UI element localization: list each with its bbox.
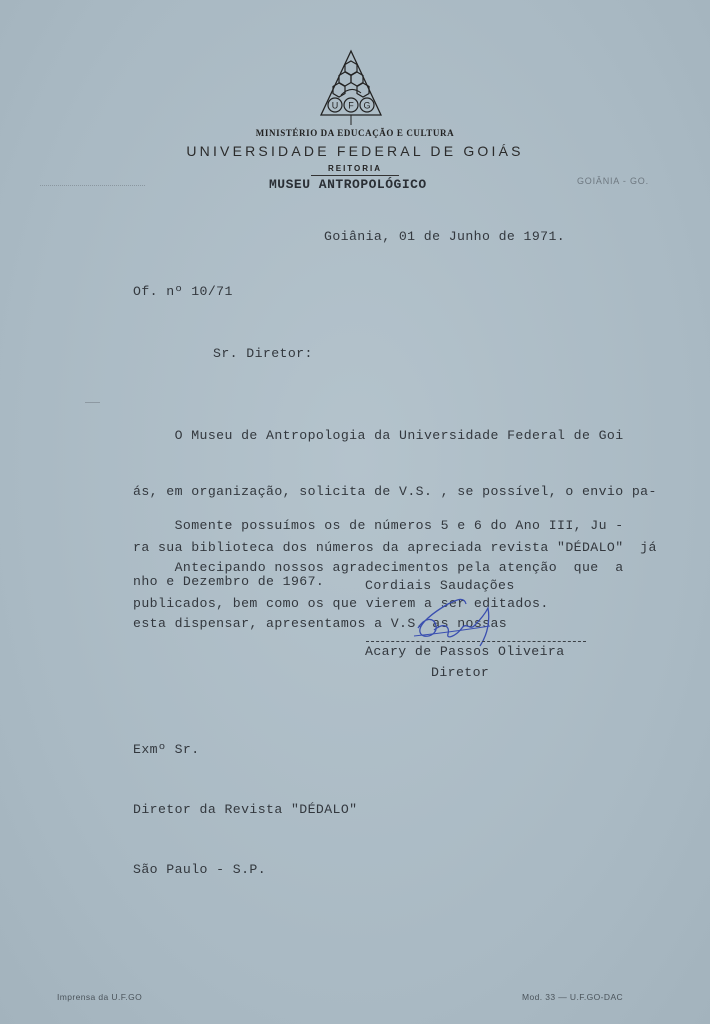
letter-date: Goiânia, 01 de Junho de 1971.	[324, 229, 566, 244]
reference-number: Of. nº 10/71	[133, 284, 233, 299]
paragraph-line: Antecipando nossos agradecimentos pela atenção que a	[133, 560, 624, 576]
letterhead-city: GOIÂNIA - GO.	[577, 176, 649, 186]
ufg-logo	[319, 49, 383, 127]
paragraph-line: nho e Dezembro de 1967.	[133, 573, 325, 589]
paragraph-line: ás, em organização, solicita de V.S. , se possível, o envio pa-	[133, 483, 657, 499]
department-name: MUSEU ANTROPOLÓGICO	[269, 177, 427, 192]
paragraph-line: ra sua biblioteca dos números da apreciada revista "DÉDALO" já	[133, 539, 657, 555]
ministry-name: MINISTÉRIO DA EDUCAÇÃO E CULTURA	[255, 128, 455, 138]
svg-text:F: F	[348, 100, 354, 111]
printer-note: Imprensa da U.F.GO	[57, 992, 143, 1002]
recipient-block	[133, 700, 357, 900]
paragraph-line: publicados, bem como os que vierem a ser editados.	[133, 595, 549, 611]
reitoria-label: REITORIA	[327, 164, 383, 173]
svg-text:U: U	[331, 100, 339, 111]
recipient-line: Exmº Sr.	[133, 742, 200, 757]
university-name: UNIVERSIDADE FEDERAL DE GOIÁS	[186, 143, 524, 159]
recipient-line: Diretor da Revista "DÉDALO"	[133, 802, 358, 817]
paragraph-line: Somente possuímos os de números 5 e 6 do Ano III, Ju -	[133, 518, 624, 534]
recipient-line: São Paulo - S.P.	[133, 862, 267, 877]
signature-line	[366, 641, 586, 642]
form-code: Mod. 33 — U.F.GO-DAC	[522, 992, 624, 1002]
dotted-rule	[40, 185, 145, 186]
salutation: Sr. Diretor:	[213, 346, 313, 361]
signer-title: Diretor	[431, 665, 490, 680]
closing: Cordiais Saudações	[365, 578, 515, 593]
margin-mark	[85, 402, 100, 403]
reitoria-rule	[311, 175, 399, 176]
paragraph-line: esta dispensar, apresentamos a V.S. as nossas	[133, 615, 508, 631]
svg-text:G: G	[363, 100, 371, 111]
signer-name: Acary de Passos Oliveira	[365, 644, 565, 659]
paragraph-line: O Museu de Antropologia da Universidade Federal de Goi	[133, 428, 624, 444]
